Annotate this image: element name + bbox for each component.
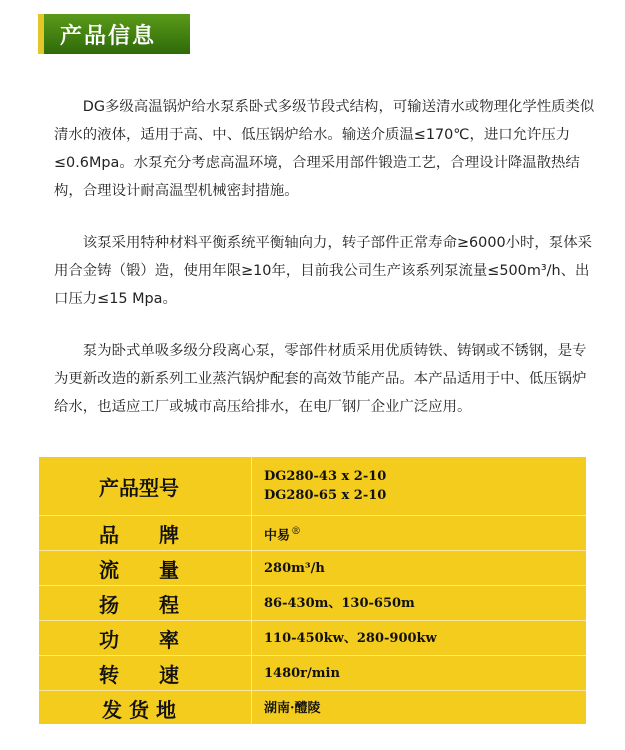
spec-label: 扬 程 [99, 593, 179, 617]
paragraph-3: 泵为卧式单吸多级分段离心泵，零部件材质采用优质铸铁、铸钢或不锈钢，是专为更新改造的新系列工业蒸汽锅炉配套的高效节能产品。本产品适用于中、低压锅炉给水，也适应工厂或城市高压给排水，在电厂钢厂企业广泛应用。 [54, 343, 587, 415]
spec-value: 1480r/min [264, 666, 340, 681]
spec-table [39, 457, 586, 724]
spec-label: 发 货 地 [102, 697, 176, 722]
paragraph-2: 该泵采用特种材料平衡系统平衡轴向力，转子部件正常寿命≥6000小时，泵体采用合金铸（锻）造，使用年限≥10年，目前我公司生产该系列泵流量≤500m³/h、出口压力≤15 Mpa。 [54, 235, 592, 307]
spec-row-origin [39, 690, 586, 725]
spec-label: 品 牌 [99, 523, 179, 547]
divider [251, 691, 252, 725]
model-value-1: DG280-43 x 2-10 [264, 469, 387, 484]
spec-row-speed [39, 655, 586, 691]
spec-row-flow [39, 550, 586, 586]
spec-value [264, 457, 586, 515]
spec-row-model [39, 457, 586, 515]
registered-mark: ® [291, 525, 302, 537]
divider [251, 516, 252, 551]
spec-row-power [39, 620, 586, 656]
spec-label: 流 量 [99, 558, 179, 582]
banner-accent [38, 14, 44, 54]
spec-label: 转 速 [99, 663, 179, 687]
spec-label: 功 率 [99, 628, 179, 652]
banner-title: 产品信息 [60, 23, 157, 49]
paragraph-1: DG多级高温锅炉给水泵系卧式多级节段式结构，可输送清水或物理化学性质类似清水的液体，适用于高、中、低压锅炉给水。输送介质温≤170℃，进口允许压力≤0.6Mpa。水泵充分考虑高温环境，合理采用部件锻造工艺，合理设计降温散热结构，合理设计耐高温型机械密封措施。 [54, 99, 595, 199]
divider [251, 586, 252, 621]
spec-value: 86-430m、130-650m [264, 596, 415, 611]
spec-label: 产品型号 [99, 475, 179, 500]
spec-row-brand [39, 515, 586, 551]
divider [251, 621, 252, 656]
divider [251, 457, 252, 515]
spec-row-head [39, 585, 586, 621]
spec-value: 110-450kw、280-900kw [264, 631, 437, 646]
model-value-2: DG280-65 x 2-10 [264, 488, 387, 503]
divider [251, 551, 252, 586]
section-banner [38, 14, 190, 54]
brand-value: 中易 [264, 528, 291, 544]
spec-value: 280m³/h [264, 561, 325, 576]
description [54, 93, 599, 445]
spec-value [264, 516, 586, 551]
spec-value: 湖南·醴陵 [264, 700, 321, 716]
divider [251, 656, 252, 691]
